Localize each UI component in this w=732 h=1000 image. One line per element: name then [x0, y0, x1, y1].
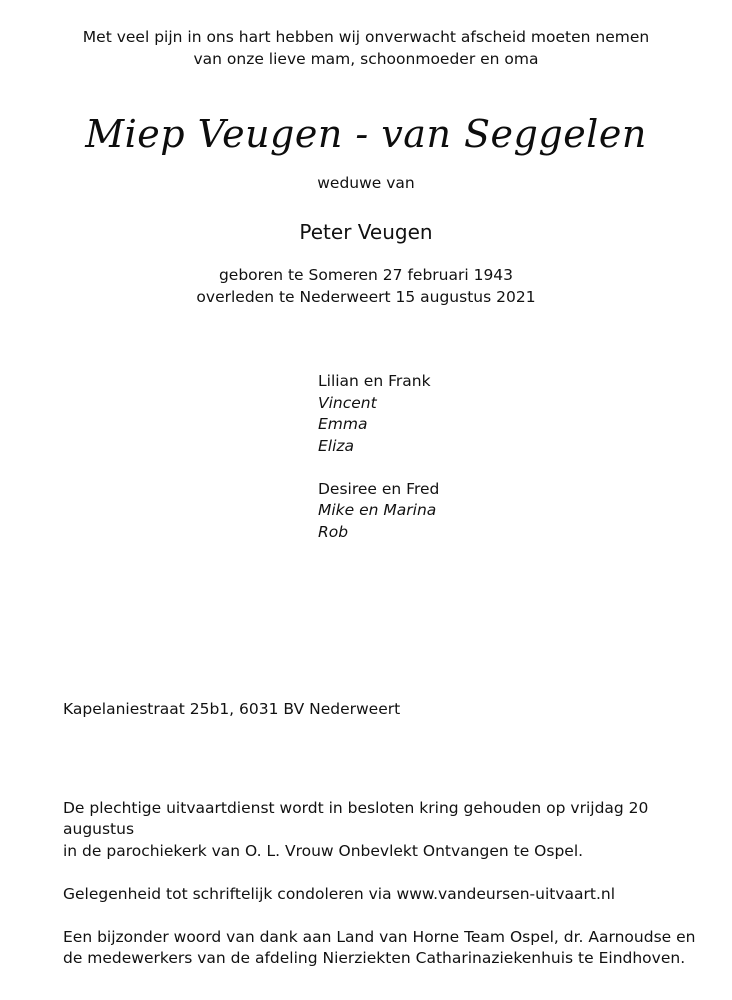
family-group [318, 479, 439, 544]
family-child: Rob [318, 522, 349, 541]
family-adults: Lilian en Frank [318, 372, 431, 390]
service-line-2: in de parochiekerk van O. L. Vrouw Onbevlekt Ontvangen te Ospel. [63, 841, 584, 860]
thanks-line-1: Een bijzonder woord van dank aan Land van Horne Team Ospel, dr. Aarnoudse en [63, 927, 696, 946]
birth-line: geboren te Someren 27 februari 1943 [218, 266, 514, 284]
death-line: overleden te Nederweert 15 augustus 2021 [196, 288, 536, 306]
spouse-name: Peter Veugen [299, 220, 433, 244]
family-child: Vincent [318, 393, 377, 412]
family-group [318, 371, 439, 457]
widow-of-label: weduwe van [317, 174, 415, 192]
family-child: Mike en Marina [318, 501, 437, 519]
funeral-notes [63, 776, 703, 991]
intro-text [0, 26, 732, 70]
intro-line-2: van onze lieve mam, schoonmoeder en oma [193, 50, 539, 68]
service-line-1: De plechtige uitvaartdienst wordt in besloten kring gehouden op vrijdag 20 augustus [63, 798, 649, 838]
family-adults: Desiree en Fred [318, 479, 440, 498]
condolence-line: Gelegenheid tot schriftelijk condoleren via www.vandeursen-uitvaart.nl [63, 884, 616, 903]
family-child: Emma [318, 415, 368, 433]
deceased-name: Miep Veugen - van Seggelen [85, 112, 647, 156]
thanks-line-2: de medewerkers van de afdeling Nierziekten Catharinaziekenhuis te Eindhoven. [63, 949, 686, 967]
family-list [318, 371, 439, 565]
life-dates [0, 264, 732, 308]
home-address: Kapelaniestraat 25b1, 6031 BV Nederweert [63, 700, 401, 718]
family-child: Eliza [318, 436, 355, 455]
intro-line-1: Met veel pijn in ons hart hebben wij onverwacht afscheid moeten nemen [82, 28, 650, 46]
